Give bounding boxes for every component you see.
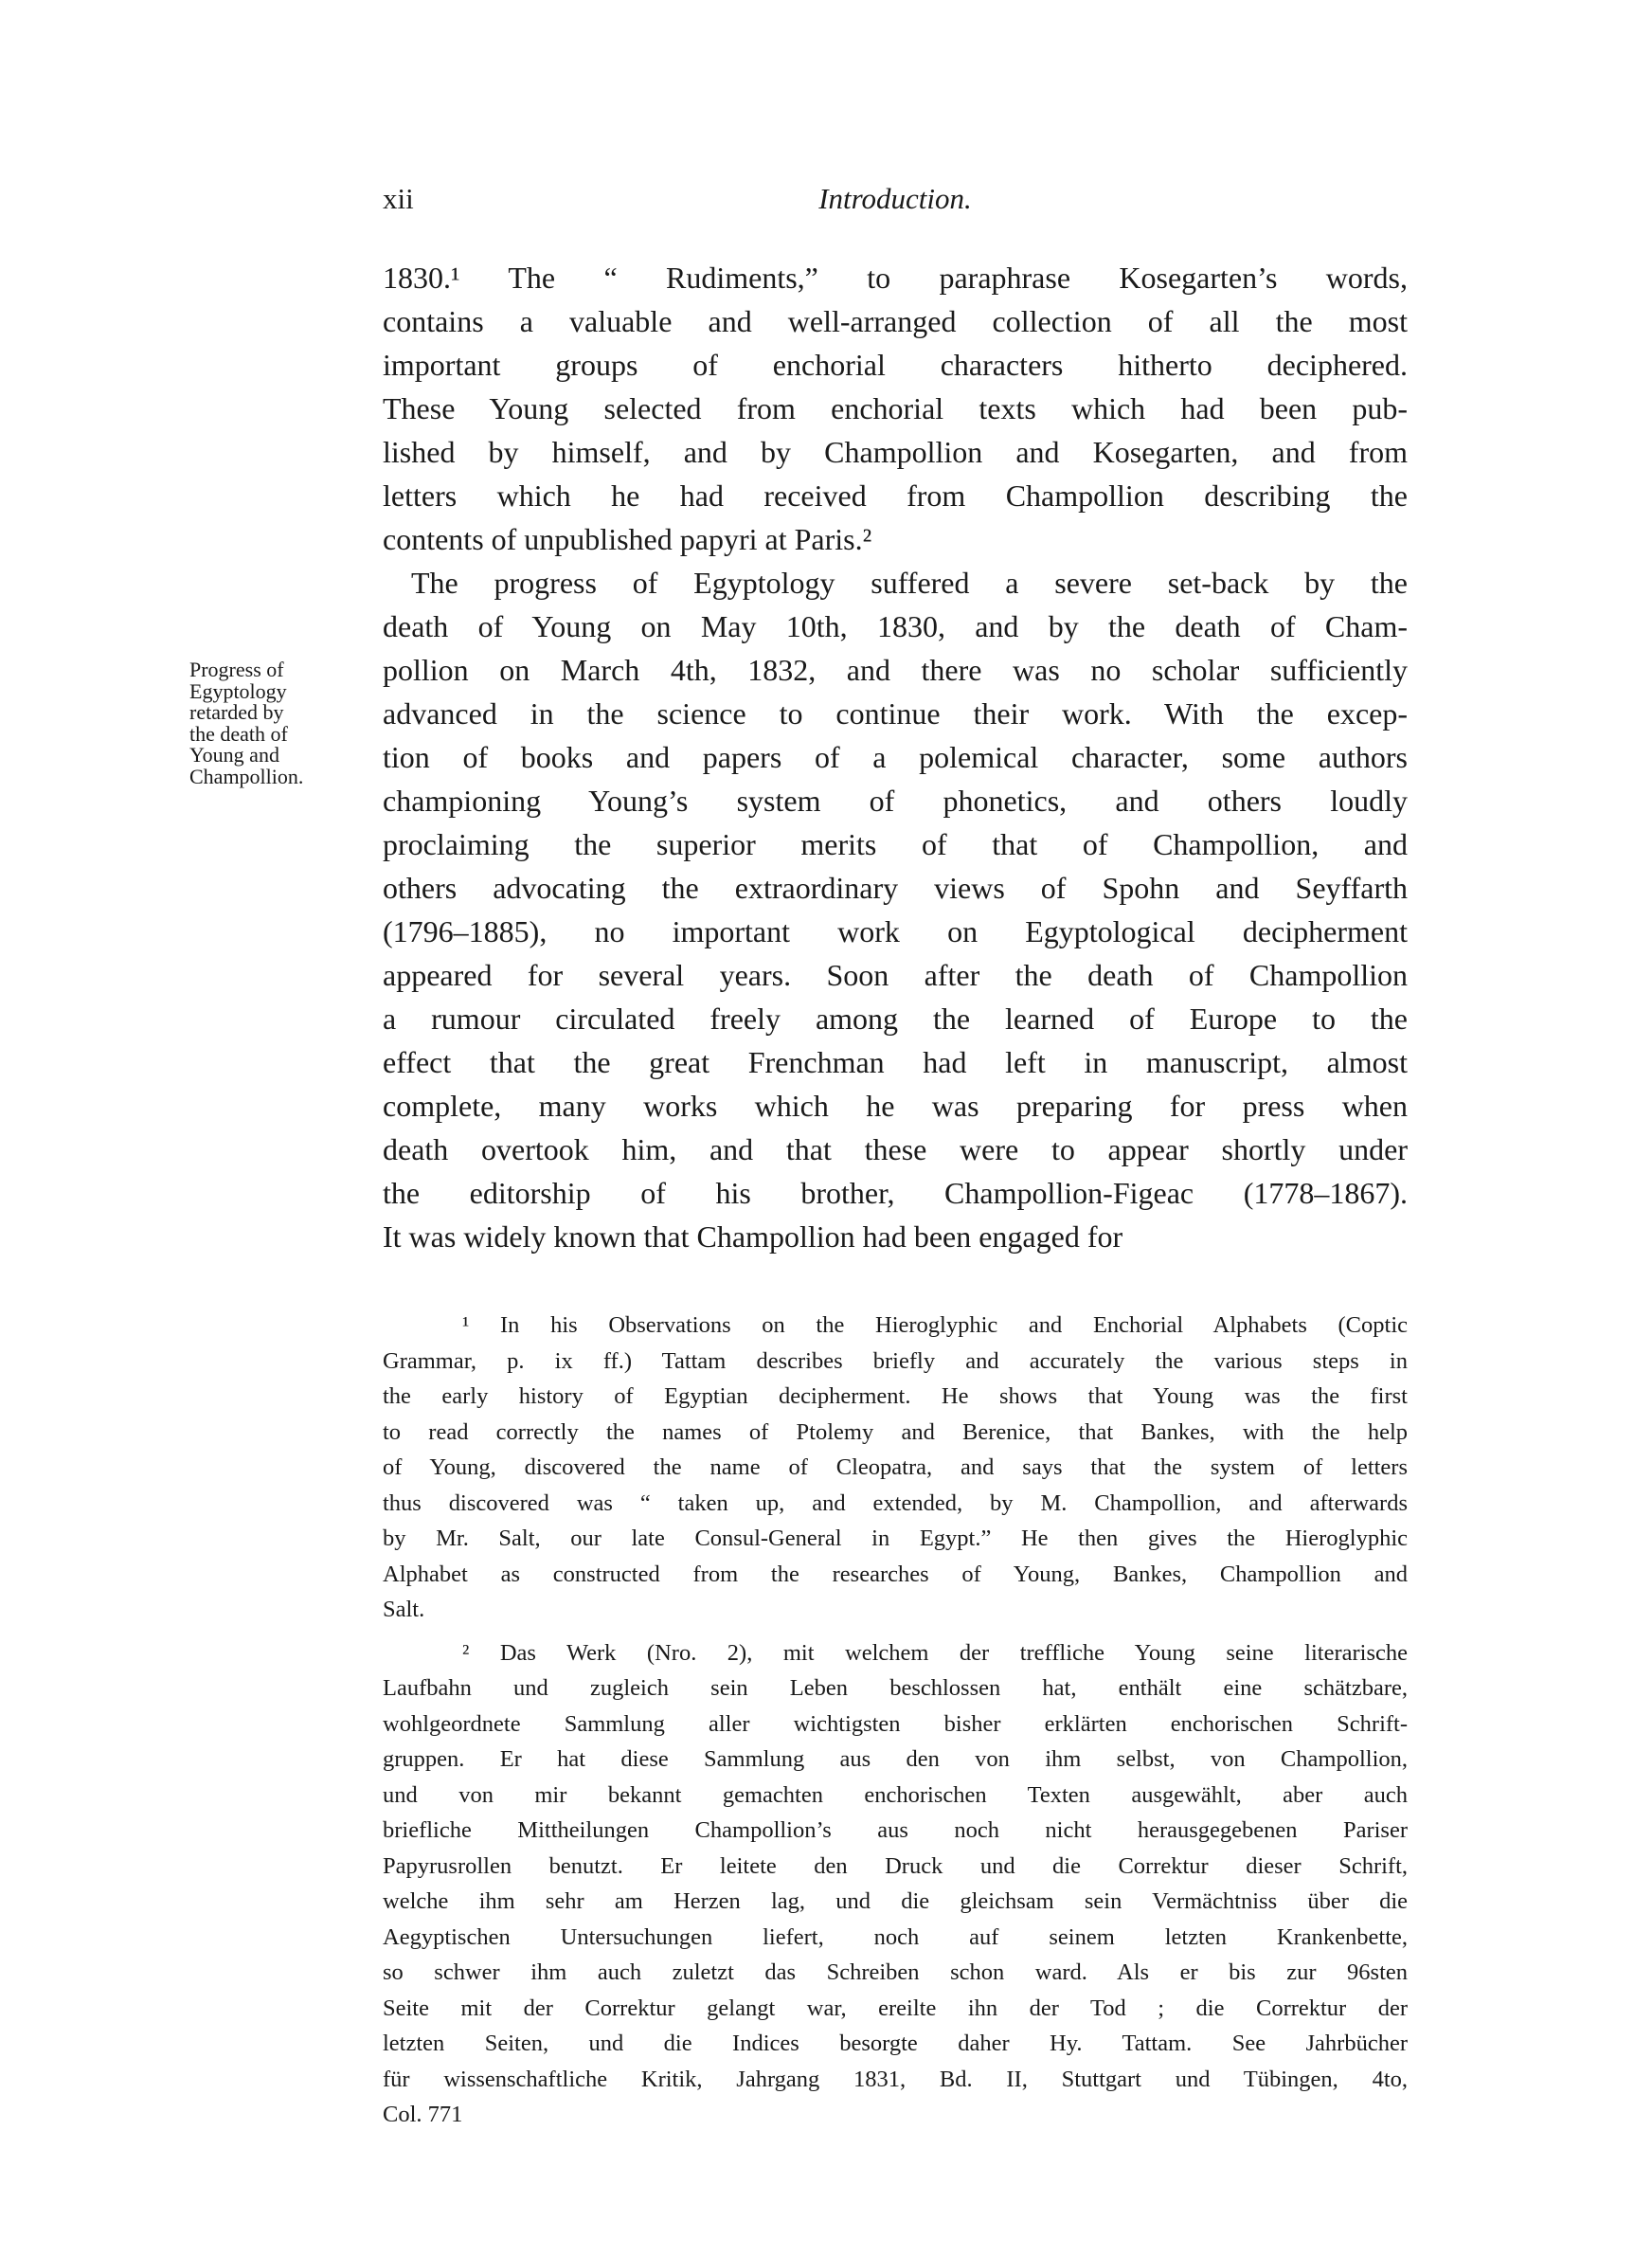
footnote-line: gruppen. Er hat diese Sammlung aus den von ihm selbst, von Champollion,	[383, 1746, 1408, 1772]
text-line: (1796–1885), no important work on Egyptological decipherment	[383, 914, 1408, 948]
footnote-line: Aegyptischen Untersuchungen liefert, noch auf seinem letzten Krankenbette,	[383, 1923, 1408, 1950]
text-line: letters which he had received from Champollion describing the	[383, 478, 1408, 513]
footnote-line: letzten Seiten, und die Indices besorgte daher Hy. Tattam. See Jahrbücher	[383, 2031, 1408, 2056]
footnote-line: Alphabet as constructed from the researches of Young, Bankes, Champollion and	[383, 1561, 1408, 1587]
footnotes	[383, 1308, 1408, 2133]
footnote-line: ¹ In his Observations on the Hieroglyphic and Enchorial Alphabets (Coptic	[462, 1312, 1408, 1338]
footnote-line: wohlgeordnete Sammlung aller wichtigsten bisher erklärten enchorischen Schrift-	[383, 1710, 1408, 1737]
footnote-line: Grammar, p. ix ff.) Tattam describes briefly and accurately the various steps in	[383, 1347, 1408, 1374]
margin-note	[189, 659, 360, 787]
text-line: contains a valuable and well-arranged collection of all the most	[383, 304, 1408, 338]
footnote-line: Salt.	[383, 1597, 425, 1622]
margin-note-line: Progress of	[189, 658, 284, 681]
footnote-line: Papyrusrollen benutzt. Er leitete den Druck und die Correktur dieser Schrift,	[383, 1852, 1408, 1879]
footnote-line: so schwer ihm auch zuletzt das Schreiben schon ward. Als er bis zur 96sten	[383, 1959, 1408, 1985]
margin-note-line: Egyptology	[189, 678, 287, 703]
page-header	[383, 182, 1408, 224]
text-line: others advocating the extraordinary views of Spohn and Seyffarth	[383, 871, 1408, 905]
footnote-line: to read correctly the names of Ptolemy and Berenice, that Bankes, with the help	[383, 1418, 1408, 1445]
text-line: The progress of Egyptology suffered a severe set-back by the	[411, 566, 1408, 600]
text-line: championing Young’s system of phonetics, and others loudly	[383, 784, 1408, 818]
text-line: lished by himself, and by Champollion and Kosegarten, and from	[383, 435, 1408, 469]
text-line: the editorship of his brother, Champollion-Figeac (1778–1867).	[383, 1176, 1408, 1210]
text-line: These Young selected from enchorial texts which had been pub-	[383, 391, 1408, 425]
text-line: death overtook him, and that these were to appear shortly under	[383, 1132, 1408, 1166]
text-line: a rumour circulated freely among the learned of Europe to the	[383, 1002, 1408, 1036]
footnote-line: für wissenschaftliche Kritik, Jahrgang 1831, Bd. II, Stuttgart und Tübingen, 4to,	[383, 2066, 1408, 2092]
margin-note-line: Champollion.	[189, 764, 304, 788]
text-line: appeared for several years. Soon after the death of Champollion	[383, 958, 1408, 992]
footnote-line: und von mir bekannt gemachten enchorischen Texten ausgewählt, aber auch	[383, 1781, 1408, 1808]
footnote-line: thus discovered was “ taken up, and extended, by M. Champollion, and afterwards	[383, 1490, 1408, 1516]
text-line: effect that the great Frenchman had left in manuscript, almost	[383, 1045, 1408, 1079]
text-line: proclaiming the superior merits of that of Champollion, and	[383, 827, 1408, 861]
footnote-line: briefliche Mittheilungen Champollion’s aus noch nicht herausgegebenen Pariser	[383, 1817, 1408, 1843]
text-line: It was widely known that Champollion had been engaged for	[383, 1219, 1123, 1254]
text-line: tion of books and papers of a polemical character, some authors	[383, 740, 1408, 774]
footnote-line: of Young, discovered the name of Cleopatra, and says that the system of letters	[383, 1454, 1408, 1480]
text-line: important groups of enchorial characters hitherto deciphered.	[383, 348, 1408, 382]
text-line: contents of unpublished papyri at Paris.²	[383, 522, 872, 556]
footnote-line: Laufbahn und zugleich sein Leben beschlossen hat, enthält eine schätzbare,	[383, 1675, 1408, 1701]
footnote-line: the early history of Egyptian decipherment. He shows that Young was the first	[383, 1383, 1408, 1409]
page-number: xii	[383, 182, 414, 215]
body-text	[383, 256, 1408, 1258]
margin-note-line: Young and	[189, 743, 279, 767]
footnote-line: welche ihm sehr am Herzen lag, und die gleichsam sein Vermächtniss über die	[383, 1888, 1408, 1914]
text-line: complete, many works which he was preparing for press when	[383, 1089, 1408, 1123]
text-line: pollion on March 4th, 1832, and there was no scholar sufficiently	[383, 653, 1408, 687]
text-line: death of Young on May 10th, 1830, and by the death of Cham-	[383, 609, 1408, 643]
footnote-line: ² Das Werk (Nro. 2), mit welchem der treffliche Young seine literarische	[462, 1639, 1408, 1666]
margin-note-line: retarded by	[189, 700, 284, 724]
footnote-line: by Mr. Salt, our late Consul-General in Egypt.” He then gives the Hieroglyphic	[383, 1526, 1408, 1551]
text-line: advanced in the science to continue their work. With the excep-	[383, 696, 1408, 731]
text-line: 1830.¹ The “ Rudiments,” to paraphrase Kosegarten’s words,	[383, 261, 1408, 295]
footnote-line: Seite mit der Correktur gelangt war, ereilte ihn der Tod ; die Correktur der	[383, 1995, 1408, 2021]
margin-note-line: the death of	[189, 721, 288, 746]
running-head: Introduction.	[818, 182, 972, 215]
footnote-1	[383, 1308, 1408, 1628]
footnote-2	[383, 1635, 1408, 2133]
footnote-line: Col. 771	[383, 2102, 463, 2127]
